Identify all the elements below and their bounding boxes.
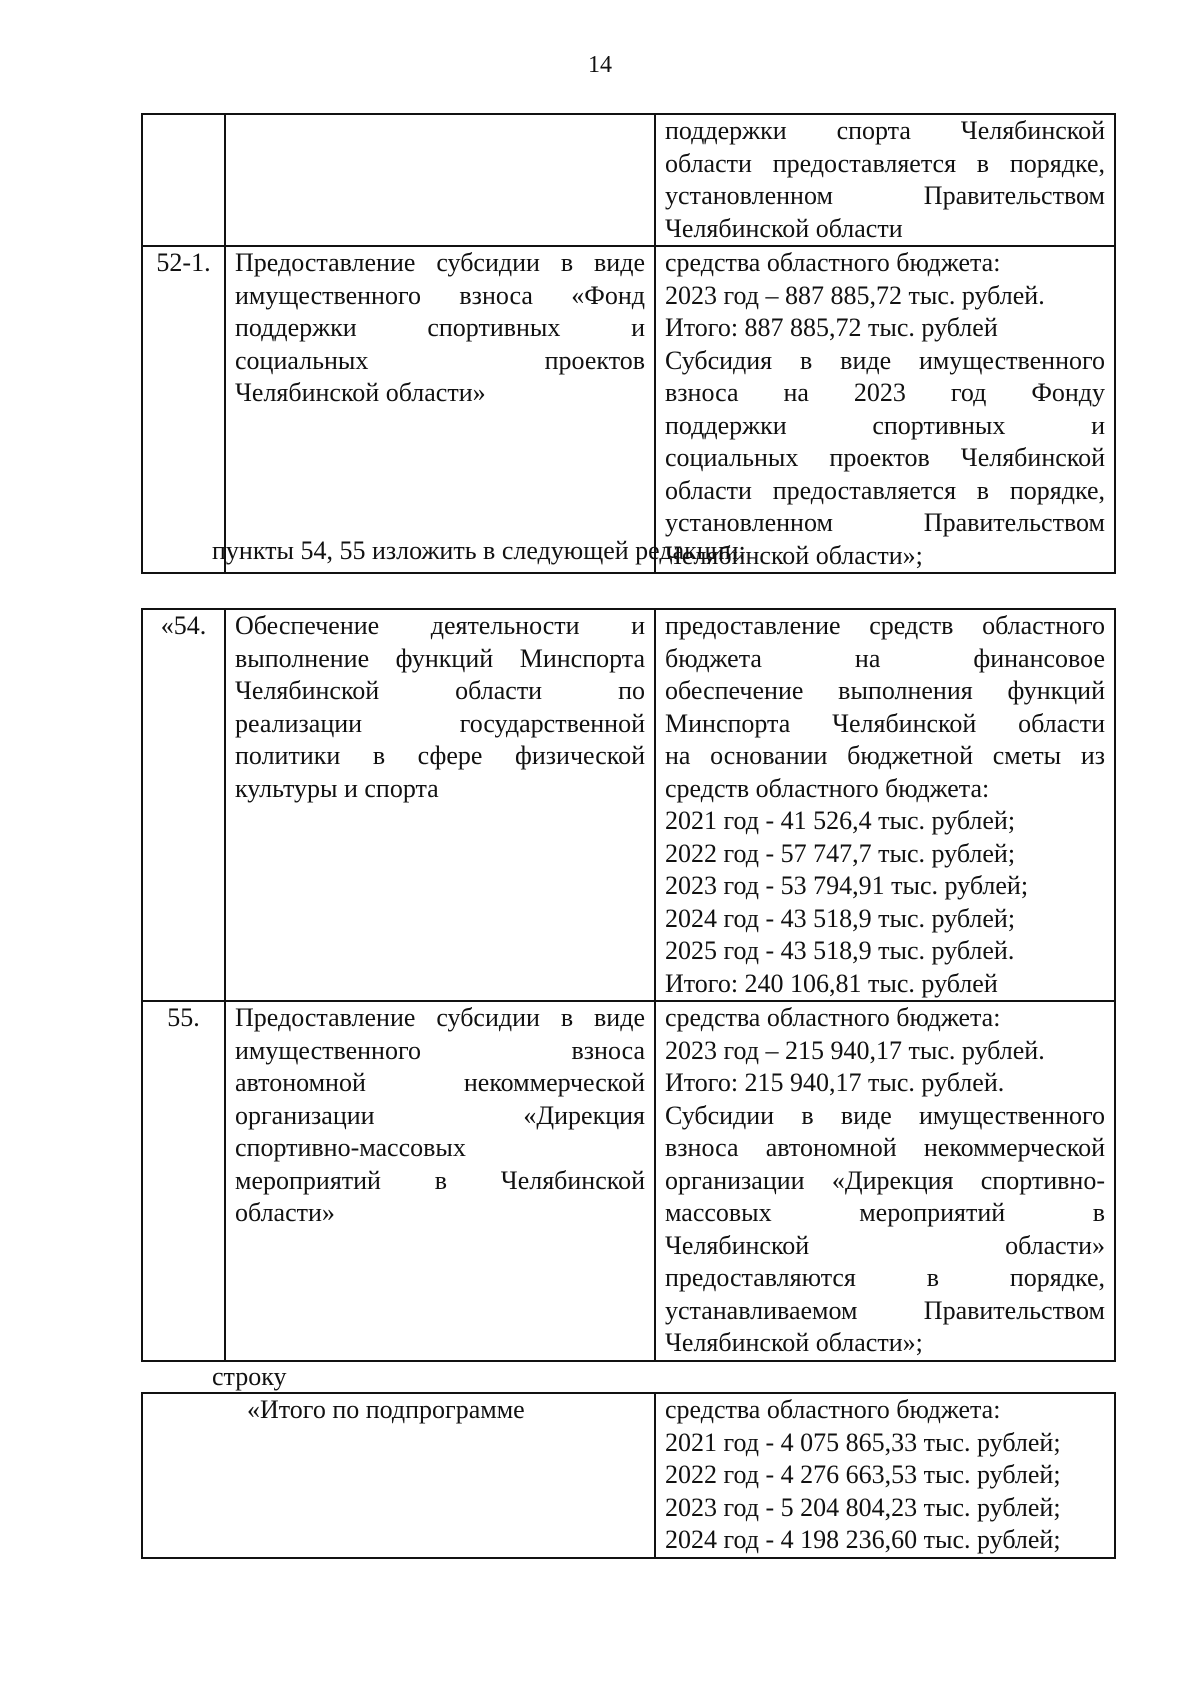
text-line: Предоставление субсидии в виде bbox=[235, 1003, 645, 1032]
program-table-items-54-55 bbox=[141, 608, 1116, 1362]
text-line: Обеспечение деятельности и bbox=[235, 611, 645, 640]
text-line: организации «Дирекция спортивно- bbox=[665, 1165, 1105, 1195]
funding-cell bbox=[655, 1393, 1115, 1558]
table-row-55 bbox=[142, 1001, 1115, 1361]
text-line: культуры и спорта bbox=[235, 773, 439, 803]
row-number-cell: 52-1. bbox=[142, 246, 225, 573]
text-line: области предоставляется в порядке, bbox=[665, 475, 1105, 505]
text-line: массовых мероприятий в bbox=[665, 1198, 1105, 1227]
table-row-52-1 bbox=[142, 246, 1115, 573]
text-line: политики в сфере физической bbox=[235, 741, 645, 770]
text-line: 2023 год – 215 940,17 тыс. рублей. bbox=[665, 1035, 1045, 1065]
text-line: реализации государственной bbox=[235, 708, 645, 738]
funding-cell bbox=[655, 114, 1115, 246]
text-line: 2021 год - 41 526,4 тыс. рублей; bbox=[665, 806, 1016, 835]
table-row-54 bbox=[142, 609, 1115, 1001]
text-line: предоставляются в порядке, bbox=[665, 1263, 1105, 1292]
text-line: предоставление средств областного bbox=[665, 611, 1105, 640]
text-line: Челябинской области» bbox=[235, 378, 486, 407]
text-line: средства областного бюджета: bbox=[665, 1395, 1001, 1424]
text-line: 2022 год - 4 276 663,53 тыс. рублей; bbox=[665, 1460, 1061, 1489]
text-line: Итого: 215 940,17 тыс. рублей. bbox=[665, 1068, 1005, 1097]
program-table-continued bbox=[141, 113, 1116, 574]
text-line: Субсидия в виде имущественного bbox=[665, 345, 1105, 375]
text-line: области» bbox=[235, 1198, 335, 1227]
text-line: установленном Правительством bbox=[665, 508, 1105, 537]
row-number-cell: 55. bbox=[142, 1001, 225, 1361]
table-row-continued bbox=[142, 114, 1115, 246]
text-line: средства областного бюджета: bbox=[665, 1003, 1001, 1032]
row-number-cell bbox=[142, 114, 225, 246]
text-line: средств областного бюджета: bbox=[665, 773, 990, 803]
text-line: поддержки спортивных и bbox=[235, 313, 645, 342]
text-line: 2022 год - 57 747,7 тыс. рублей; bbox=[665, 838, 1016, 868]
page-number: 14 bbox=[588, 52, 612, 78]
total-label-cell: «Итого по подпрограмме bbox=[142, 1393, 655, 1558]
activity-name-cell bbox=[225, 609, 655, 1001]
text-line: спортивно-массовых bbox=[235, 1133, 466, 1162]
activity-name-cell bbox=[225, 1001, 655, 1361]
text-line: устанавливаемом Правительством bbox=[665, 1295, 1105, 1325]
text-line: взноса на 2023 год Фонду bbox=[665, 378, 1105, 407]
text-line: взноса автономной некоммерческой bbox=[665, 1133, 1105, 1162]
text-line: области предоставляется в порядке, bbox=[665, 148, 1105, 178]
text-line: мероприятий в Челябинской bbox=[235, 1165, 645, 1195]
text-line: средства областного бюджета: bbox=[665, 248, 1001, 277]
activity-name-cell bbox=[225, 114, 655, 246]
text-line: Челябинской области bbox=[665, 213, 903, 243]
text-line: выполнение функций Минспорта bbox=[235, 643, 645, 673]
text-line: имущественного взноса «Фонд bbox=[235, 280, 645, 310]
text-line: 2023 год - 53 794,91 тыс. рублей; bbox=[665, 871, 1029, 900]
text-line: автономной некоммерческой bbox=[235, 1068, 645, 1097]
text-line: 2024 год - 4 198 236,60 тыс. рублей; bbox=[665, 1525, 1061, 1554]
text-line: Челябинской области по bbox=[235, 676, 645, 705]
funding-cell bbox=[655, 246, 1115, 573]
text-line: 2021 год - 4 075 865,33 тыс. рублей; bbox=[665, 1427, 1061, 1457]
text-line: поддержки спорта Челябинской bbox=[665, 116, 1105, 145]
text-line: Челябинской области» bbox=[665, 1230, 1105, 1260]
row-number-cell: «54. bbox=[142, 609, 225, 1001]
amendment-instruction: пункты 54, 55 изложить в следующей редакции: bbox=[212, 536, 746, 565]
text-line: Субсидии в виде имущественного bbox=[665, 1100, 1105, 1130]
text-line: Челябинской области»; bbox=[665, 1328, 923, 1357]
text-line: Предоставление субсидии в виде bbox=[235, 248, 645, 277]
text-line: поддержки спортивных и bbox=[665, 410, 1105, 440]
text-line: 2023 год – 887 885,72 тыс. рублей. bbox=[665, 280, 1045, 310]
text-line: бюджета на финансовое bbox=[665, 643, 1105, 673]
text-line: социальных проектов Челябинской bbox=[665, 443, 1105, 472]
amendment-instruction-line: строку bbox=[212, 1362, 287, 1391]
text-line: 2023 год - 5 204 804,23 тыс. рублей; bbox=[665, 1492, 1061, 1522]
text-line: Итого: 887 885,72 тыс. рублей bbox=[665, 313, 998, 342]
text-line: установленном Правительством bbox=[665, 181, 1105, 210]
text-line: 2025 год - 43 518,9 тыс. рублей. bbox=[665, 936, 1015, 965]
text-line: организации «Дирекция bbox=[235, 1100, 645, 1130]
subprogram-total-table bbox=[141, 1392, 1116, 1559]
table-row-total bbox=[142, 1393, 1115, 1558]
text-line: имущественного взноса bbox=[235, 1035, 645, 1065]
funding-cell bbox=[655, 1001, 1115, 1361]
text-line: обеспечение выполнения функций bbox=[665, 676, 1105, 705]
text-line: Минспорта Челябинской области bbox=[665, 708, 1105, 738]
text-line: социальных проектов bbox=[235, 345, 645, 375]
funding-cell bbox=[655, 609, 1115, 1001]
activity-name-cell bbox=[225, 246, 655, 573]
text-line: Итого: 240 106,81 тыс. рублей bbox=[665, 968, 998, 998]
text-line: на основании бюджетной сметы из bbox=[665, 741, 1105, 770]
text-line: 2024 год - 43 518,9 тыс. рублей; bbox=[665, 903, 1016, 933]
text-line: Челябинской области»; bbox=[665, 540, 923, 570]
